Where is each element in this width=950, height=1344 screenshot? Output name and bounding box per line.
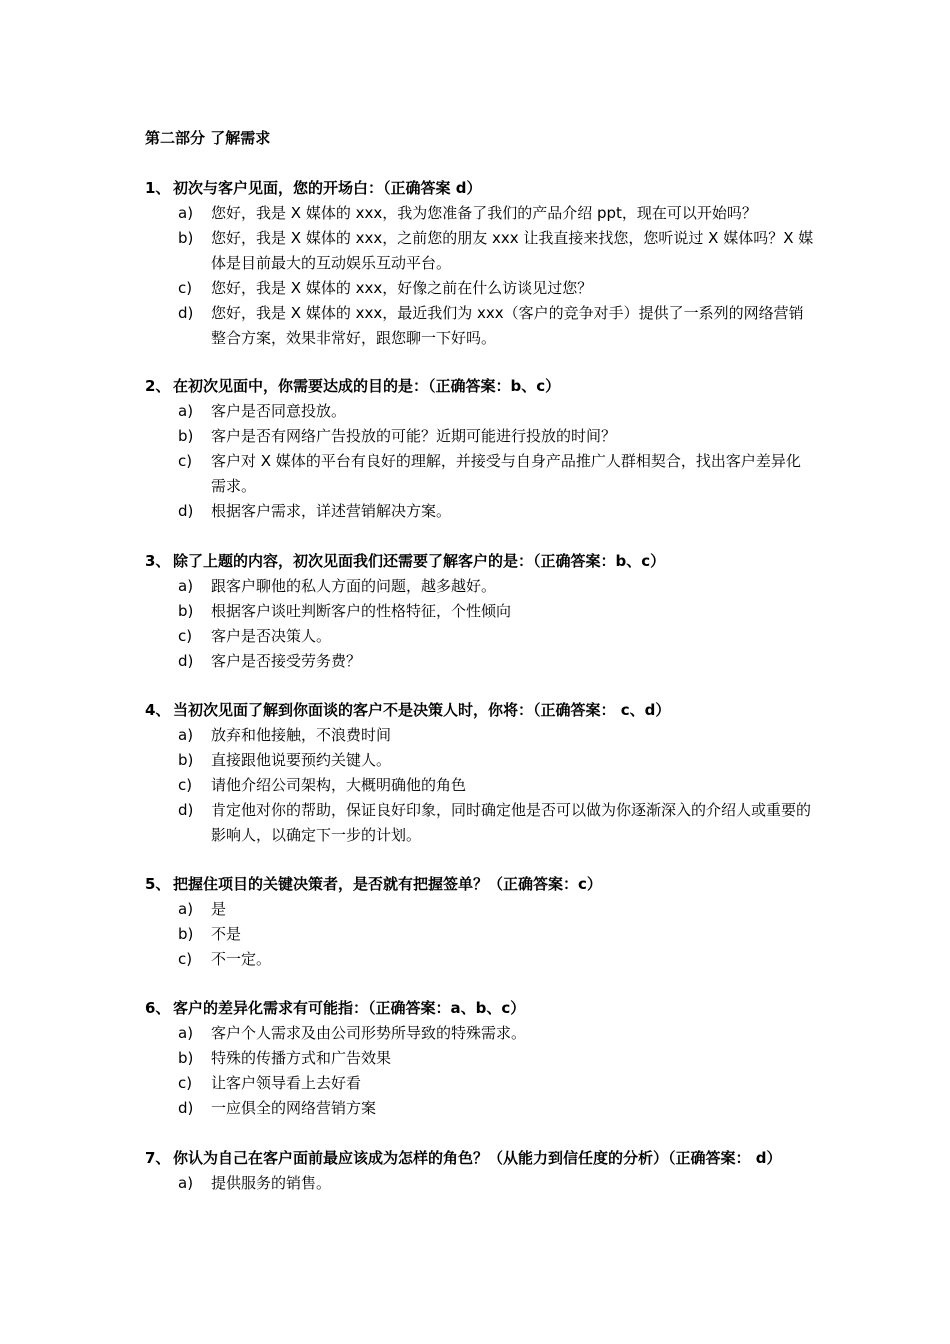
question-4 [145, 698, 815, 848]
option-letter: a) [178, 577, 194, 595]
question-heading [145, 698, 815, 723]
question-1 [145, 176, 815, 351]
option-letter: c) [178, 1074, 193, 1092]
answer-option [145, 424, 815, 449]
answer-option [145, 449, 815, 499]
answer-option [145, 748, 815, 773]
question-number: 4、 [145, 701, 171, 719]
option-letter: a) [178, 402, 194, 420]
option-text: 特殊的传播方式和广告效果 [211, 1049, 392, 1067]
question-text: 把握住项目的关键决策者，是否就有把握签单？（正确答案：c） [173, 875, 602, 893]
answer-option [145, 624, 815, 649]
option-text: 您好，我是 X 媒体的 xxx，我为您准备了我们的产品介绍 ppt，现在可以开始吗？ [211, 204, 757, 222]
answer-option [145, 1096, 815, 1121]
option-letter: d) [178, 304, 194, 322]
option-letter: b) [178, 427, 194, 445]
answer-option [145, 399, 815, 424]
question-text: 客户的差异化需求有可能指：（正确答案：a、b、c） [173, 999, 526, 1017]
question-number: 3、 [145, 552, 171, 570]
option-letter: c) [178, 452, 193, 470]
question-text: 当初次见面了解到你面谈的客户不是决策人时，你将：（正确答案： c、d） [173, 701, 671, 719]
answer-option [145, 226, 815, 276]
question-number: 2、 [145, 377, 171, 395]
answer-option [145, 574, 815, 599]
question-number: 1、 [145, 179, 171, 197]
option-text: 客户个人需求及由公司形势所导致的特殊需求。 [211, 1024, 527, 1042]
option-text: 不一定。 [211, 950, 272, 968]
option-letter: a) [178, 900, 194, 918]
answer-option [145, 1021, 815, 1046]
question-heading [145, 549, 815, 574]
option-letter: a) [178, 726, 194, 744]
option-letter: d) [178, 1099, 194, 1117]
option-text: 客户是否有网络广告投放的可能？近期可能进行投放的时间？ [211, 427, 617, 445]
question-text: 在初次见面中，你需要达成的目的是：（正确答案：b、c） [173, 377, 561, 395]
option-letter: c) [178, 627, 193, 645]
option-text: 肯定他对你的帮助，保证良好印象，同时确定他是否可以做为你逐渐深入的介绍人或重要的影响人，以确定下一步的计划。 [211, 801, 812, 844]
answer-option [145, 922, 815, 947]
question-number: 7、 [145, 1149, 171, 1167]
answer-option [145, 499, 815, 524]
option-letter: b) [178, 1049, 194, 1067]
question-heading [145, 374, 815, 399]
option-text: 您好，我是 X 媒体的 xxx，之前您的朋友 xxx 让我直接来找您，您听说过 X 媒体吗？X 媒体是目前最大的互动娱乐互动平台。 [211, 229, 814, 272]
option-text: 客户对 X 媒体的平台有良好的理解，并接受与自身产品推广人群相契合，找出客户差异化需求。 [211, 452, 801, 495]
question-text: 你认为自己在客户面前最应该成为怎样的角色？（从能力到信任度的分析）（正确答案： d） [173, 1149, 782, 1167]
question-heading [145, 176, 815, 201]
answer-option [145, 773, 815, 798]
answer-option [145, 599, 815, 624]
option-text: 客户是否接受劳务费？ [211, 652, 362, 670]
option-letter: b) [178, 751, 194, 769]
option-text: 一应俱全的网络营销方案 [211, 1099, 377, 1117]
option-letter: b) [178, 925, 194, 943]
section-title: 第二部分 了解需求 [145, 129, 271, 147]
answer-option [145, 723, 815, 748]
option-letter: b) [178, 602, 194, 620]
option-text: 请他介绍公司架构，大概明确他的角色 [211, 776, 467, 794]
question-2 [145, 374, 815, 524]
question-text: 除了上题的内容，初次见面我们还需要了解客户的是：（正确答案：b、c） [173, 552, 666, 570]
question-number: 5、 [145, 875, 171, 893]
option-text: 放弃和他接触，不浪费时间 [211, 726, 392, 744]
option-letter: d) [178, 502, 194, 520]
question-heading [145, 1146, 815, 1171]
answer-option [145, 947, 815, 972]
option-text: 客户是否同意投放。 [211, 402, 347, 420]
option-text: 让客户领导看上去好看 [211, 1074, 362, 1092]
question-3 [145, 549, 815, 674]
option-text: 客户是否决策人。 [211, 627, 332, 645]
question-number: 6、 [145, 999, 171, 1017]
option-letter: c) [178, 776, 193, 794]
option-text: 直接跟他说要预约关键人。 [211, 751, 392, 769]
answer-option [145, 649, 815, 674]
question-text: 初次与客户见面，您的开场白：（正确答案 d） [173, 179, 482, 197]
option-text: 提供服务的销售。 [211, 1174, 332, 1192]
question-heading [145, 996, 815, 1021]
answer-option [145, 1046, 815, 1071]
question-7 [145, 1146, 815, 1196]
option-text: 不是 [211, 925, 242, 943]
question-6 [145, 996, 815, 1121]
option-letter: b) [178, 229, 194, 247]
answer-option [145, 798, 815, 848]
option-text: 根据客户需求，详述营销解决方案。 [211, 502, 452, 520]
option-text: 您好，我是 X 媒体的 xxx，好像之前在什么访谈见过您？ [211, 279, 593, 297]
option-letter: a) [178, 1174, 194, 1192]
option-letter: d) [178, 652, 194, 670]
option-letter: a) [178, 1024, 194, 1042]
option-letter: a) [178, 204, 194, 222]
answer-option [145, 1071, 815, 1096]
answer-option [145, 276, 815, 301]
option-text: 跟客户聊他的私人方面的问题，越多越好。 [211, 577, 497, 595]
option-text: 您好，我是 X 媒体的 xxx，最近我们为 xxx（客户的竞争对手）提供了一系列的网络营销整合方案，效果非常好，跟您聊一下好吗。 [211, 304, 804, 347]
option-letter: c) [178, 279, 193, 297]
answer-option [145, 1171, 815, 1196]
option-letter: d) [178, 801, 194, 819]
answer-option [145, 897, 815, 922]
option-text: 是 [211, 900, 227, 918]
question-heading [145, 872, 815, 897]
question-5 [145, 872, 815, 972]
option-text: 根据客户谈吐判断客户的性格特征，个性倾向 [211, 602, 512, 620]
option-letter: c) [178, 950, 193, 968]
answer-option [145, 301, 815, 351]
answer-option [145, 201, 815, 226]
